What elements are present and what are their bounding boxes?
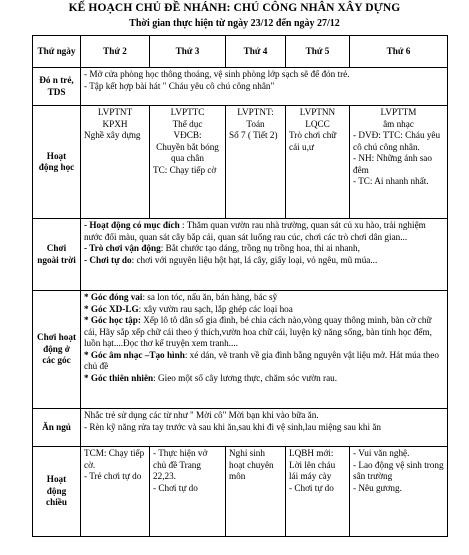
goc-1-text: : sa lon tóc, nấu ăn, bán hàng, bác sỹ <box>142 292 278 302</box>
hdh-tue-l4: Chuyền bắt bóng qua chân <box>156 141 219 163</box>
cnt-p2-text: : Bắt chước tạo dáng, trồng nụ trồng hoa, thi ai nhanh, <box>160 243 360 253</box>
hdh-tue-l2: Thể dục <box>172 118 203 129</box>
goc-4-text: : xé dán, vẽ tranh về gia đình bằng nguyên vật liệu mở. Hát múa theo chủ đề <box>84 349 439 371</box>
page-title: KẾ HOẠCH CHỦ ĐỀ NHÁNH: CHÚ CÔNG NHÂN XÂY DỰNG <box>68 2 401 14</box>
hdc-tue-l2: - Chơi tự do <box>153 482 198 493</box>
hdh-fri-l1: LVPTTM <box>380 107 417 117</box>
hdh-wed-l1: LVPTNT: <box>237 107 274 117</box>
don-tre-line-1: - Mở cửa phòng học thông thoáng, vệ sinh phòng lớp sạch sẽ để đón trẻ. <box>84 69 350 79</box>
hdc-thu <box>286 447 350 537</box>
row-hoat-dong-chieu <box>33 447 448 537</box>
row-an-ngu <box>33 409 448 447</box>
hdh-fri-l5: - TC: Ai nhanh nhất. <box>353 176 429 186</box>
hdc-mon-l1: TCM: Chạy tiếp cờ. <box>84 448 145 470</box>
hdh-mon-l3: Nghề xây dựng <box>84 130 141 140</box>
row-hoat-dong-hoc <box>33 106 448 219</box>
row-label-hoat-dong-chieu: Hoạt động chiều <box>33 447 81 537</box>
hdc-thu-l2: - Chơi tự do <box>289 482 334 493</box>
hdh-wed <box>226 106 286 219</box>
hdc-fri-l2: - Lao động vệ sinh trong sân trường <box>353 459 444 481</box>
cnt-p1-heading: - Hoạt động có mục đích <box>84 220 180 230</box>
hdh-fri-l3: - DVĐ: TTC: Cháu yêu cô chú công nhân. <box>353 130 441 152</box>
goc-2-text: : xây vườn rau sạch, lắp ghép các loại hoa <box>138 303 293 314</box>
hdh-fri-l2: âm nhạc <box>383 118 414 129</box>
goc-1-heading: * Góc đóng vai <box>84 292 143 302</box>
hdc-wed-l1: Nghỉ sinh hoạt chuyên môn <box>229 448 274 481</box>
row-don-tre <box>33 68 448 106</box>
hdh-tue-l3: VĐCB: <box>173 130 202 140</box>
header-day-fri: Thứ 6 <box>350 36 448 68</box>
row-label-an-ngu: Ăn ngủ <box>33 409 81 447</box>
hdh-fri-l4: - NH: Những ánh sao đêm <box>353 153 432 175</box>
an-ngu-content <box>81 409 448 447</box>
an-ngu-line-2: - Rèn kỹ năng rửa tay trước và sau khi ăn,sau khi đi vệ sinh,lau miệng sau khi ăn <box>84 421 382 432</box>
don-tre-line-2: - Tập kết hợp bài hát " Cháu yêu cô chú công nhân" <box>84 80 275 91</box>
hdh-mon <box>81 106 150 219</box>
hdc-fri <box>350 447 448 537</box>
page-subtitle: Thời gian thực hiện từ ngày 23/12 đến ngày 27/12 <box>129 18 340 29</box>
hdh-tue-l5: TC: Chạy tiếp cờ <box>153 164 217 175</box>
hdc-thu-l1: LQBH mới: Lời lên cháu lái máy cày <box>289 448 336 481</box>
hdc-wed <box>226 447 286 537</box>
header-row <box>33 36 448 68</box>
schedule-table <box>32 35 448 537</box>
hdh-tue <box>150 106 226 219</box>
row-choi-hoat-dong-goc <box>33 291 448 409</box>
header-day-tue: Thứ 3 <box>150 36 226 68</box>
header-day-thu: Thứ 5 <box>286 36 350 68</box>
hdh-wed-l2: Toán <box>246 118 265 129</box>
row-label-hoat-dong-hoc: Hoạt động học <box>33 106 81 219</box>
cnt-p1-text: : Thăm quan vườn rau nhà trường, quan sát củ xu hào, trải nghiệm nước đổi màu, quan sát cây bắp cải, quan sát luống rau cúc, chơi các trò chơi dân gian... <box>84 220 426 242</box>
hdh-thu-l2: LQCC <box>305 118 330 129</box>
hdc-fri-l3: - Nêu gương. <box>353 482 402 493</box>
header-corner: Thứ ngày <box>33 36 81 68</box>
row-label-choi-hoat-dong-goc: Chơi hoạt động ở các góc <box>33 291 81 409</box>
cnt-p2-heading: - Trò chơi vận động <box>84 243 161 253</box>
choi-hoat-dong-goc-content <box>81 291 448 409</box>
hdc-tue-l1: - Thực hiện vở chủ đề Trang 22,23. <box>153 448 208 481</box>
hdh-wed-l3: Số 7 ( Tiết 2) <box>229 130 278 140</box>
hdh-thu <box>286 106 350 219</box>
hdh-tue-l1: LVPTTC <box>170 107 205 117</box>
row-label-don-tre: Đó n trẻ, TDS <box>33 68 81 106</box>
cnt-p3-text: : chơi với nguyên liệu hột hạt, lá cây, giấy loại, vỏ ngêu, mũ múa... <box>131 254 378 265</box>
hdc-fri-l1: - Vui văn nghệ. <box>353 448 410 458</box>
hdh-fri <box>350 106 448 219</box>
hdh-mon-l1: LVPTNT <box>97 107 133 117</box>
hdh-thu-l3: Trò chơi chữ cái u,ư <box>289 130 337 152</box>
don-tre-content <box>81 68 448 106</box>
goc-3-text: Xếp lô tô dân số gia đình, bé chia cách nào,vòng quay thông minh, bàn cờ chữ cái, Hãy sắp xếp chữ cái theo ý thích,vườn hoa chữ cái, luyện kỹ năng sống, bàn tính học đếm, luồn hạt....Đọc thơ kể truyện xem tranh.... <box>84 315 432 348</box>
row-label-choi-ngoai-troi: Chơi ngoài trời <box>33 219 81 291</box>
goc-2-heading: * Góc XD-LG <box>84 303 139 314</box>
goc-4-heading: * Góc âm nhạc –Tạo hình <box>84 349 185 360</box>
header-day-wed: Thứ 4 <box>226 36 286 68</box>
an-ngu-line-1: Nhắc trẻ sử dụng các từ như " Mời cô" Mời bạn khi vào bữa ăn. <box>84 410 319 420</box>
hdc-tue <box>150 447 226 537</box>
hdh-thu-l1: LVPTNN <box>299 107 336 117</box>
goc-5-text: : Gieo một số cây lương thực, chăm sóc vườn rau. <box>153 372 338 383</box>
goc-3-heading: * Góc học tập: <box>84 315 141 325</box>
row-choi-ngoai-troi <box>33 219 448 291</box>
choi-ngoai-troi-content <box>81 219 448 291</box>
cnt-p3-heading: - Chơi tự do <box>84 254 132 265</box>
hdc-mon <box>81 447 150 537</box>
hdc-mon-l2: - Trẻ chơi tự do <box>84 471 142 481</box>
goc-5-heading: * Góc thiên nhiên <box>84 372 154 383</box>
hdh-mon-l2: KPXH <box>102 118 128 129</box>
header-day-mon: Thứ 2 <box>81 36 150 68</box>
